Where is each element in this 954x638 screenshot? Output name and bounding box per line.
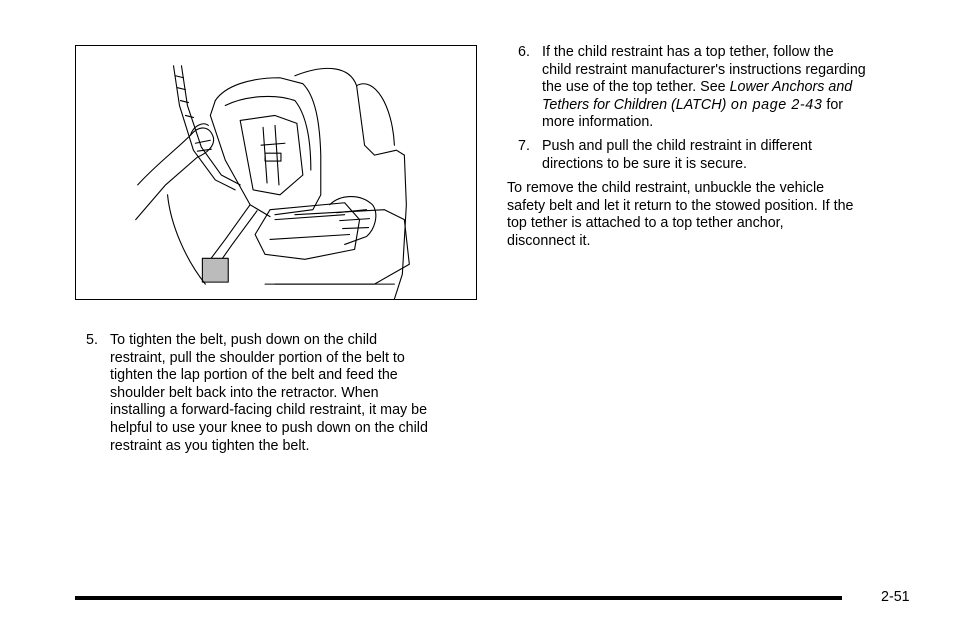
page-reference: on page 2-43 xyxy=(726,96,823,113)
cross-reference-link[interactable]: Tethers for Children (LATCH) xyxy=(542,96,727,113)
remove-restraint-paragraph: To remove the child restraint, unbuckle the vehicle safety belt and let it return to the stowed position. If the top tether is attached to a top tether anchor, disconnect it. xyxy=(507,180,854,249)
page-number: 2-51 xyxy=(881,589,910,605)
child-restraint-illustration-icon xyxy=(76,46,476,299)
step-text: If the child restraint has a top tether, follow the child restraint manufacturer's instructions regarding the use of the top tether. See Lower Anchors and Tethers for Children (LATCH) on page 2-43 for more information. xyxy=(542,44,866,131)
step-number: 5. xyxy=(86,332,98,348)
cross-reference-link[interactable]: Lower Anchors and xyxy=(729,79,853,96)
step-number: 6. xyxy=(518,44,530,60)
step-text: Push and pull the child restraint in different directions to be sure it is secure. xyxy=(542,138,812,172)
footer-rule xyxy=(75,596,842,600)
illustration-frame xyxy=(75,45,477,300)
step-text: To tighten the belt, push down on the child restraint, pull the shoulder portion of the belt to tighten the lap portion of the belt and feed the shoulder belt back into the retractor. When installing a forward-facing child restraint, it may be helpful to use your knee to push down on the child restraint as you tighten the belt. xyxy=(110,332,428,454)
step-number: 7. xyxy=(518,138,530,154)
